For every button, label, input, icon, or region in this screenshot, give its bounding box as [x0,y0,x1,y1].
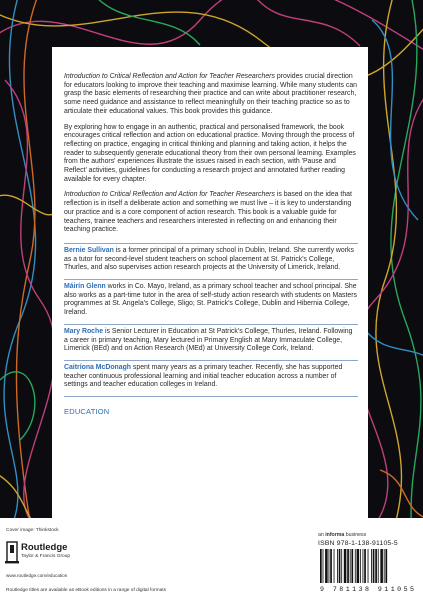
author-bio-text: is Senior Lecturer in Education at St Patrick's College, Thurles, Ireland. Following a career in primary teaching, Mary lectured in Primary English at Mary Immaculate College, Limerick (BEd) and on Action Research (MEd) at University College Cork, Ireland. [64,327,353,353]
author-name: Máirín Glenn [64,283,106,291]
publisher-group: Taylor & Francis Group [21,554,71,559]
barcode-bar [368,549,369,583]
ebook-note: Routledge titles are available as eBook editions in a range of digital formats [6,588,166,593]
description-paragraph-3 [64,191,358,235]
barcode-bar [337,549,338,583]
author-bio-text: is a former principal of a primary school in Dublin, Ireland. She currently works as a tutor for second-level student teachers on school placement at St. Patrick's College, Thurles, and also supervises action research projects at the University of Limerick, Ireland. [64,246,354,272]
barcode-bar [330,549,332,583]
barcode-bar [347,549,349,583]
barcode-digits: 9 781138 911055 [320,586,414,593]
author-bios [64,243,358,390]
barcode-bar [320,549,322,583]
barcode-bar [344,549,347,583]
cover-footer [0,518,423,600]
isbn-barcode [318,549,416,593]
isbn-number: ISBN 978-1-138-91105-5 [318,540,398,547]
author-bio [64,324,358,354]
author-bio-text: spent many years as a primary teacher. Recently, she has supported teacher continuous professional learning and initial teacher education across a number of settings and teacher education colleges in Ireland. [64,363,343,389]
barcode-bar [341,549,342,583]
barcode-bar [373,549,375,583]
barcode-bar [363,549,364,583]
barcode-bar [384,549,385,583]
barcode-bar [371,549,372,583]
barcode-bar [357,549,360,583]
book-description [64,73,358,235]
author-name: Bernie Sullivan [64,246,114,254]
back-cover-text-panel [52,47,368,518]
informa-business-line [318,532,366,538]
author-name: Mary Roche [64,327,104,335]
publisher-logo [5,540,95,570]
author-bio [64,279,358,318]
publisher-website: www.routledge.com/education [6,573,68,578]
barcode-bar [339,549,341,583]
barcode-bar [380,549,383,583]
book-title-italic: Introduction to Critical Reflection and Action for Teacher Researchers [64,191,275,199]
informa-brand: informa [325,532,345,538]
barcode-bar [375,549,377,583]
informa-prefix: an [318,532,326,538]
publisher-name: Routledge [21,542,68,553]
barcode-bar [323,549,324,583]
subject-category: EDUCATION [64,396,358,416]
barcode-bar [360,549,361,583]
barcode-bar [329,549,330,583]
barcode-bar [364,549,366,583]
barcode-bar [350,549,351,583]
barcode-bar [334,549,335,583]
author-name: Caitríona McDonagh [64,363,131,371]
book-title-italic: Introduction to Critical Reflection and Action for Teacher Researchers [64,73,275,80]
barcode-bar [325,549,328,583]
informa-suffix: business [344,532,367,538]
barcode-bar [378,549,379,583]
barcode-bar [355,549,356,583]
routledge-tower-icon [5,540,19,564]
cover-image-credit: Cover image: Thinkstock [6,528,59,533]
author-bio-text: works in Co. Mayo, Ireland, as a primary school teacher and school principal. She also works as a part-time tutor in the area of self-study action research with students on Masters programmes at St. Angela's College, Sligo; St. Patrick's College, Dublin and Hibernia College, Ireland. [64,283,357,317]
description-paragraph-1 [64,73,358,117]
author-bio [64,243,358,273]
barcode-bar [385,549,387,583]
description-text: is based on the idea that reflection is in itself a deliberate action and something we must live – it is key to understanding our practice and is a core component of action research. This book is a valuable guide for teachers, trainee teachers and researchers interested in reflecting on and enhancing their teaching practice. [64,191,352,234]
description-paragraph-2: By exploring how to engage in an authentic, practical and personalised framework, the book encourages critical reflection and action on educational practice. Moving through the process of reflecting on practice, engaging in critical thinking and planning and taking action, it helps the reader to subsequently generate educational theory from their own personal learning. Examples from the authors' experiences illustrate the issues raised in each section, with 'Pause and Reflect' activities, guidelines for conducting a research project and annotated further reading available for every chapter. [64,123,356,183]
barcode-bar [351,549,353,583]
author-bio [64,360,358,390]
description-text: provides crucial direction for educators looking to improve their teaching and maximise learning. While many students can grasp the basic elements of researching their practice and can write about practitioner research, some need guidance and assistance to reflect meaningfully on their teaching practice so as to articulate their educational values. This book provides this guidance. [64,73,358,115]
